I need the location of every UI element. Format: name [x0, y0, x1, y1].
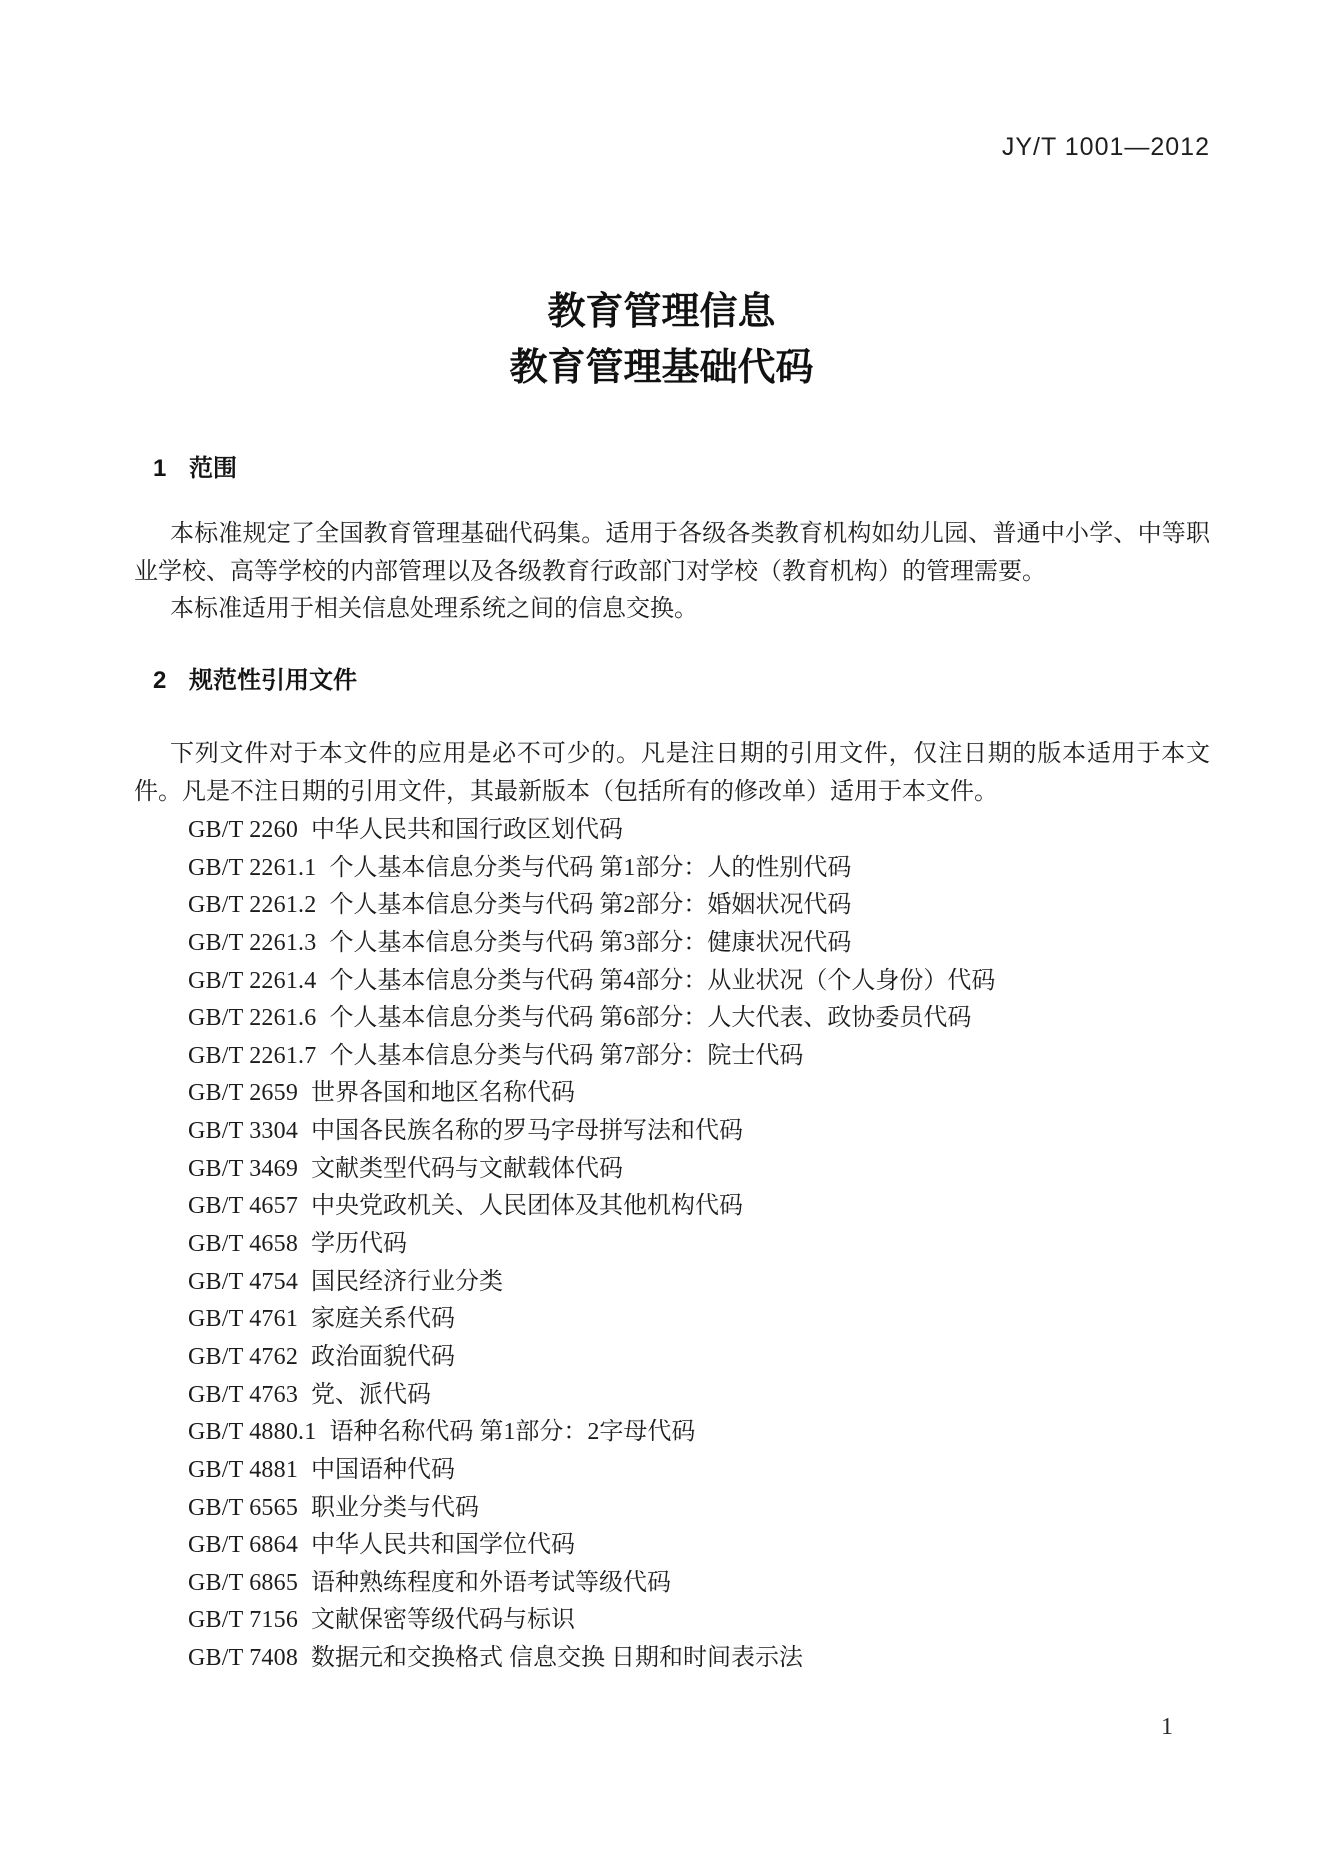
- reference-code: GB/T 7156: [188, 1607, 299, 1634]
- document-title-line1: 教育管理信息: [547, 291, 776, 333]
- reference-code: GB/T 4763: [188, 1381, 299, 1408]
- reference-code: GB/T 4761: [188, 1306, 299, 1333]
- reference-item: [188, 1490, 1218, 1528]
- reference-title: 世界各国和地区名称代码: [311, 1080, 576, 1107]
- reference-title: 中华人民共和国学位代码: [311, 1532, 576, 1559]
- reference-item: [188, 850, 1218, 888]
- reference-title: 个人基本信息分类与代码 第7部分：院士代码: [329, 1042, 804, 1069]
- reference-code: GB/T 2659: [188, 1080, 299, 1107]
- reference-item: [188, 1075, 1218, 1113]
- reference-code: GB/T 2261.7: [188, 1042, 317, 1069]
- reference-code: GB/T 4658: [188, 1231, 299, 1258]
- reference-code: GB/T 4657: [188, 1193, 299, 1220]
- section-2-number: 2: [153, 667, 167, 694]
- reference-list: [188, 812, 1218, 1678]
- section-2-title: 规范性引用文件: [189, 667, 357, 694]
- reference-title: 个人基本信息分类与代码 第4部分：从业状况（个人身份）代码: [329, 967, 996, 994]
- reference-item: [188, 963, 1218, 1001]
- reference-title: 中国各民族名称的罗马字母拼写法和代码: [311, 1118, 744, 1145]
- reference-item: [188, 925, 1218, 963]
- reference-title: 政治面貌代码: [311, 1343, 456, 1370]
- reference-code: GB/T 7408: [188, 1645, 299, 1672]
- reference-item: [188, 1527, 1218, 1565]
- reference-title: 中华人民共和国行政区划代码: [311, 817, 624, 843]
- reference-title: 语种熟练程度和外语考试等级代码: [311, 1569, 672, 1596]
- reference-item: [188, 1602, 1218, 1640]
- reference-code: GB/T 2261.3: [188, 929, 317, 956]
- standard-number: JY/T 1001—2012: [1001, 133, 1210, 161]
- reference-item: [188, 1000, 1218, 1038]
- reference-item: [188, 1113, 1218, 1151]
- reference-code: GB/T 2261.2: [188, 892, 317, 919]
- reference-title: 国民经济行业分类: [311, 1268, 504, 1295]
- section-1-title: 范围: [189, 455, 237, 482]
- reference-title: 学历代码: [311, 1231, 408, 1258]
- document-title-line2: 教育管理基础代码: [509, 347, 814, 389]
- reference-title: 文献保密等级代码与标识: [311, 1607, 576, 1634]
- reference-code: GB/T 3304: [188, 1118, 299, 1145]
- reference-item: [188, 1377, 1218, 1415]
- reference-code: GB/T 2260: [188, 817, 299, 843]
- reference-title: 数据元和交换格式 信息交换 日期和时间表示法: [311, 1645, 804, 1672]
- reference-title: 个人基本信息分类与代码 第1部分：人的性别代码: [329, 854, 852, 881]
- reference-title: 家庭关系代码: [311, 1306, 456, 1333]
- reference-title: 职业分类与代码: [311, 1494, 480, 1521]
- reference-item: [188, 1452, 1218, 1490]
- reference-item: [188, 1414, 1218, 1452]
- section-1-number: 1: [153, 455, 167, 482]
- reference-title: 语种名称代码 第1部分：2字母代码: [329, 1419, 696, 1446]
- reference-item: [188, 812, 1218, 850]
- reference-item: [188, 1565, 1218, 1603]
- reference-title: 中国语种代码: [311, 1456, 456, 1483]
- reference-code: GB/T 4881: [188, 1456, 299, 1483]
- reference-item: [188, 1339, 1218, 1377]
- reference-title: 文献类型代码与文献载体代码: [311, 1155, 624, 1182]
- reference-code: GB/T 3469: [188, 1155, 299, 1182]
- section-1-heading: [153, 448, 237, 483]
- reference-title: 个人基本信息分类与代码 第6部分：人大代表、政协委员代码: [329, 1005, 972, 1032]
- reference-code: GB/T 6865: [188, 1569, 299, 1596]
- reference-item: [188, 1038, 1218, 1076]
- reference-title: 中央党政机关、人民团体及其他机构代码: [311, 1193, 744, 1220]
- reference-item: [188, 1301, 1218, 1339]
- reference-code: GB/T 4754: [188, 1268, 299, 1295]
- section-2-heading: [153, 660, 357, 695]
- reference-item: [188, 1151, 1218, 1189]
- reference-code: GB/T 6565: [188, 1494, 299, 1521]
- reference-item: [188, 1226, 1218, 1264]
- scope-paragraph-1: 本标准规定了全国教育管理基础代码集。适用于各级各类教育机构如幼儿园、普通中小学、中等职业学校、高等学校的内部管理以及各级教育行政部门对学校（教育机构）的管理需要。: [134, 521, 1210, 585]
- section-1-body: [134, 516, 1210, 629]
- reference-code: GB/T 2261.6: [188, 1005, 317, 1032]
- scope-paragraph-2: 本标准适用于相关信息处理系统之间的信息交换。: [170, 596, 698, 623]
- reference-title: 党、派代码: [311, 1381, 432, 1408]
- reference-item: [188, 887, 1218, 925]
- normative-references-paragraph: 下列文件对于本文件的应用是必不可少的。凡是注日期的引用文件，仅注日期的版本适用于本文件。凡是不注日期的引用文件，其最新版本（包括所有的修改单）适用于本文件。: [134, 741, 1210, 805]
- reference-code: GB/T 2261.1: [188, 854, 317, 881]
- reference-code: GB/T 4880.1: [188, 1419, 317, 1446]
- page-number: 1: [1161, 1714, 1173, 1740]
- reference-title: 个人基本信息分类与代码 第3部分：健康状况代码: [329, 929, 852, 956]
- reference-item: [188, 1264, 1218, 1302]
- reference-code: GB/T 4762: [188, 1343, 299, 1370]
- reference-code: GB/T 6864: [188, 1532, 299, 1559]
- section-2-body: [134, 736, 1210, 811]
- document-title: [0, 284, 1323, 396]
- reference-item: [188, 1188, 1218, 1226]
- reference-title: 个人基本信息分类与代码 第2部分：婚姻状况代码: [329, 892, 852, 919]
- reference-code: GB/T 2261.4: [188, 967, 317, 994]
- reference-item: [188, 1640, 1218, 1678]
